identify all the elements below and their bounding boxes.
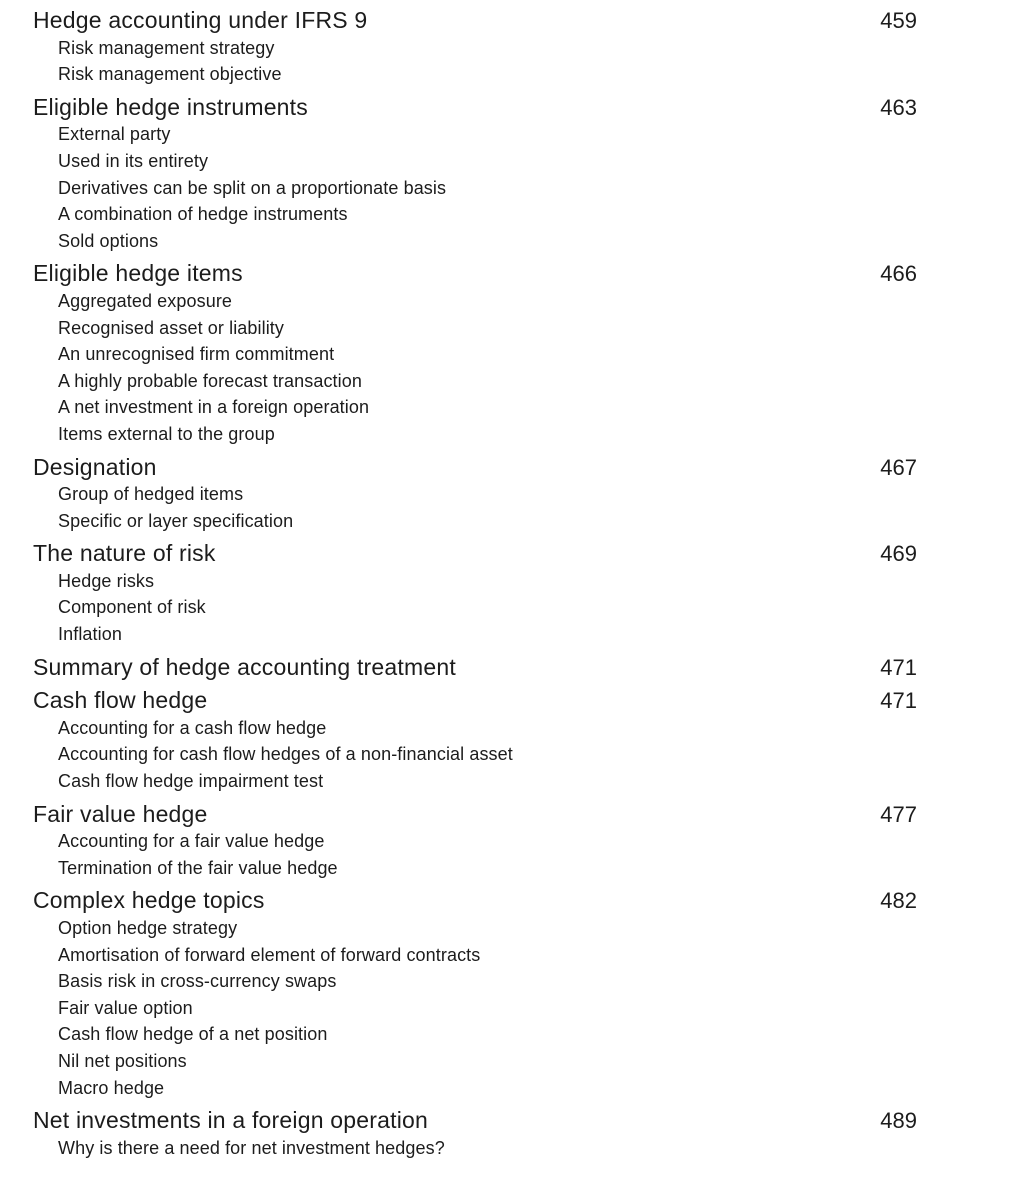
toc-subitem: Risk management objective (58, 64, 282, 85)
toc-subitem: Recognised asset or liability (58, 317, 285, 338)
toc-section (33, 260, 917, 447)
toc-entry (33, 94, 917, 122)
toc-entry-title: The nature of risk (33, 540, 216, 567)
toc-entry-title: Eligible hedge items (33, 260, 243, 287)
toc-entry-page-number: 466 (880, 261, 917, 287)
toc-section (33, 94, 917, 255)
toc-section (33, 801, 917, 882)
toc-subitem: Fair value option (58, 997, 193, 1018)
toc-subitem: A highly probable forecast transaction (58, 370, 362, 391)
toc-entry (33, 687, 917, 715)
toc-section (33, 7, 917, 88)
toc-subitem: Nil net positions (58, 1050, 187, 1071)
toc-entry-title: Complex hedge topics (33, 887, 265, 914)
toc-entry-title: Cash flow hedge (33, 687, 208, 714)
toc-subitem: Inflation (58, 624, 122, 645)
toc-entry (33, 1107, 917, 1135)
toc-section (33, 687, 917, 794)
toc-subitem: Cash flow hedge of a net position (58, 1024, 328, 1045)
toc-entry-page-number: 489 (880, 1108, 917, 1134)
toc-entry-title: Designation (33, 453, 157, 480)
toc-subitem: Cash flow hedge impairment test (58, 771, 324, 792)
toc-entry-title: Net investments in a foreign operation (33, 1107, 428, 1134)
toc-subitem: Derivatives can be split on a proportionate basis (58, 177, 447, 198)
toc-entry-page-number: 467 (880, 454, 917, 480)
toc-subitem: Why is there a need for net investment hedges? (58, 1137, 445, 1158)
toc-subitem: Accounting for a fair value hedge (58, 831, 325, 852)
toc-entry (33, 801, 917, 829)
toc-entry-page-number: 477 (880, 801, 917, 827)
toc-section (33, 540, 917, 647)
toc-subitem: Used in its entirety (58, 150, 209, 171)
toc-entry (33, 540, 917, 568)
toc-entry-page-number: 469 (880, 541, 917, 567)
toc-entry (33, 454, 917, 482)
toc-entry (33, 887, 917, 915)
toc-entry (33, 260, 917, 288)
toc-subitem: Termination of the fair value hedge (58, 857, 338, 878)
toc-section (33, 1107, 917, 1161)
toc-subitem: Component of risk (58, 597, 206, 618)
toc-subitem: A net investment in a foreign operation (58, 397, 370, 418)
toc-entry (33, 7, 917, 35)
toc-entry-title: Hedge accounting under IFRS 9 (33, 7, 368, 33)
toc-entry-page-number: 471 (880, 688, 917, 714)
toc-subitem: Sold options (58, 230, 159, 251)
toc-entry-title: Fair value hedge (33, 800, 208, 827)
toc-entry-page-number: 471 (880, 654, 917, 680)
toc-subitem: Group of hedged items (58, 484, 244, 505)
toc-section (33, 654, 917, 682)
toc-subitem: Basis risk in cross-currency swaps (58, 971, 337, 992)
toc-subitem: Risk management strategy (58, 37, 275, 58)
toc-subitem: Aggregated exposure (58, 290, 233, 311)
toc-subitem: Amortisation of forward element of forward contracts (58, 944, 481, 965)
toc-entry-page-number: 459 (880, 8, 917, 33)
toc-subitem: An unrecognised firm commitment (58, 344, 335, 365)
toc-subitem: Option hedge strategy (58, 918, 238, 938)
toc-entry-page-number: 463 (880, 94, 917, 120)
toc-entry (33, 654, 917, 682)
toc-subitem: Accounting for a cash flow hedge (58, 717, 327, 738)
toc-section (33, 887, 917, 1101)
toc-subitem: A combination of hedge instruments (58, 204, 348, 225)
toc-entry-title: Eligible hedge instruments (33, 93, 308, 120)
toc-subitem: Items external to the group (58, 423, 275, 444)
toc-subitem: Macro hedge (58, 1077, 165, 1098)
toc-entry-title: Summary of hedge accounting treatment (33, 653, 456, 680)
toc-subitem: External party (58, 124, 171, 145)
toc-entry-page-number: 482 (880, 888, 917, 914)
toc-subitem: Accounting for cash flow hedges of a non-financial asset (58, 744, 513, 765)
toc-section (33, 454, 917, 535)
toc-subitem: Hedge risks (58, 570, 155, 591)
toc-subitem: Specific or layer specification (58, 510, 294, 531)
